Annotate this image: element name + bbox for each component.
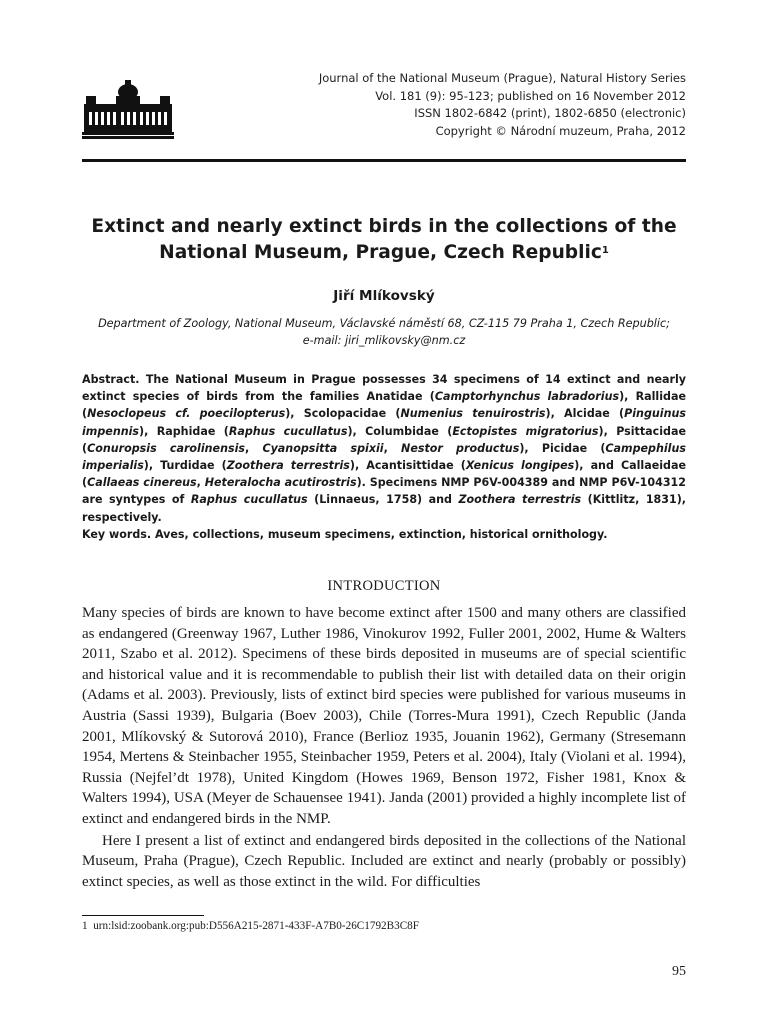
journal-volume: Vol. 181 (9): 95-123; published on 16 November 2012	[375, 88, 686, 103]
abstract-run: ), Alcidae (	[545, 407, 625, 421]
keywords	[82, 526, 686, 543]
abstract-run: ), Turdidae (	[143, 459, 227, 473]
species-name: Campephilus imperialis	[82, 441, 686, 473]
abstract-run: ), Scolopacidae (	[285, 407, 401, 421]
species-name: Cyanopsitta spixii	[262, 441, 384, 455]
species-name: Conuropsis carolinensis	[87, 441, 245, 455]
keywords-label: Key words.	[82, 527, 152, 541]
title-line-2	[82, 240, 686, 266]
species-name: Numenius tenuirostris	[400, 407, 546, 421]
abstract-run: ), Rallidae (	[82, 390, 686, 421]
abstract-run: (Linnaeus, 1758) and	[307, 493, 459, 507]
species-name: Zoothera terrestris	[226, 459, 350, 473]
species-name: Callaeas cinereus	[87, 476, 197, 490]
species-name: Zoothera terrestris	[458, 493, 582, 507]
species-name: Camptorhynchus labradorius	[434, 390, 620, 404]
title-footnote-mark: 1	[601, 245, 609, 256]
species-name: Heteralocha acutirostris	[204, 476, 357, 490]
author-name: Jiří Mlíkovský	[333, 288, 435, 304]
abstract-run: (Kittlitz, 1831), respectively.	[82, 493, 686, 524]
affiliation-email: e-mail: jiri_mlikovsky@nm.cz	[302, 334, 466, 347]
abstract-run: ,	[245, 441, 263, 455]
journal-issn: ISSN 1802-6842 (print), 1802-6850 (electronic)	[414, 106, 686, 120]
abstract-run: ), Picidae (	[519, 441, 606, 455]
footnote	[82, 919, 686, 933]
abstract-run: ), Columbidae (	[347, 424, 453, 438]
abstract-label: Abstract.	[82, 373, 140, 386]
abstract-run: ). Specimens NMP P6V-004389 and NMP P6V-104312 are syntypes of	[82, 476, 686, 507]
section-heading-introduction: INTRODUCTION	[327, 578, 441, 594]
museum-building-icon	[82, 78, 174, 140]
footnote-text: urn:lsid:zoobank.org:pub:D556A215-2871-433F-A7B0-26C1792B3C8F	[93, 920, 419, 932]
species-name: Nesoclopeus cf. poecilopterus	[87, 407, 286, 421]
page-number: 95	[672, 964, 686, 979]
footnote-number: 1	[82, 920, 88, 932]
title-line-2-text: National Museum, Prague, Czech Republic	[159, 242, 602, 263]
journal-header	[266, 70, 686, 140]
abstract	[82, 371, 686, 543]
abstract-run: ), Raphidae (	[139, 424, 229, 438]
abstract-run: The National Museum in Prague possesses 34 specimens of 14 extinct and nearly extinct species of birds from the families Anatidae (	[82, 373, 686, 404]
header-divider	[82, 159, 686, 162]
footnote-divider	[82, 915, 204, 916]
journal-name: Journal of the National Museum (Prague), Natural History Series	[318, 71, 686, 85]
introduction-body	[82, 603, 686, 892]
paper-title	[82, 214, 686, 266]
species-name: Ectopistes migratorius	[452, 424, 599, 438]
species-name: Raphus cucullatus	[190, 493, 308, 507]
species-name: Xenicus longipes	[465, 459, 575, 473]
species-name: Nestor productus	[401, 441, 520, 455]
journal-copyright: Copyright © Národní muzeum, Praha, 2012	[435, 123, 686, 138]
abstract-run: ,	[383, 441, 402, 455]
species-name: Raphus cucullatus	[228, 424, 348, 438]
paragraph-1: Many species of birds are known to have become extinct after 1500 and many others are classified as endangered (Greenway 1967, Luther 1986, Vinokurov 1992, Fuller 2001, 2002, Hume & Walters 2011, Szabo et al. 2012). Specimens of these birds deposited in museums are of special scientific and historical value and it is recommendable to publish their list with detailed data on their origin (Adams et al. 2003). Previously, lists of extinct bird species were published for various museums in Austria (Sassi 1939), Bulgaria (Boev 2003), Chile (Torres-Mura 1991), Czech Republic (Janda 2001, Mlíkovský & Sutorová 2010), France (Berlioz 1935, Jouanin 1962), Germany (Stresemann 1954, Mertens & Steinbacher 1955, Steinbacher 1959, Peters et al. 2004), Italy (Violani et al. 1994), Russia (Nejfel’dt 1978), United Kingdom (Howes 1969, Benson 1972, Fisher 1981, Knox & Walters 1994), USA (Meyer de Schauensee 1941). Janda (2001) provided a highly incomplete list of extinct and endangered birds in the NMP.	[82, 605, 686, 827]
paragraph-2: Here I present a list of extinct and endangered birds deposited in the collections of the National Museum, Praha (Prague), Czech Republic. Included are extinct and nearly (probably or possibly) extinct species, as well as those extinct in the wild. For difficulties	[82, 832, 686, 890]
author-affiliation	[82, 315, 686, 349]
abstract-text	[82, 371, 686, 526]
species-name: Pinguinus impennis	[82, 407, 686, 438]
affiliation-line-1: Department of Zoology, National Museum, Václavské náměstí 68, CZ-115 79 Praha 1, Czech Republic;	[98, 317, 670, 330]
abstract-run: ), Acantisittidae (	[349, 459, 466, 473]
abstract-run: ,	[196, 476, 205, 490]
keywords-text: Aves, collections, museum specimens, extinction, historical ornithology.	[151, 527, 608, 541]
abstract-run: ), and Callaeidae (	[82, 459, 686, 490]
abstract-run: ), Psittacidae (	[82, 424, 686, 455]
title-line-1: Extinct and nearly extinct birds in the collections of the	[91, 216, 677, 237]
